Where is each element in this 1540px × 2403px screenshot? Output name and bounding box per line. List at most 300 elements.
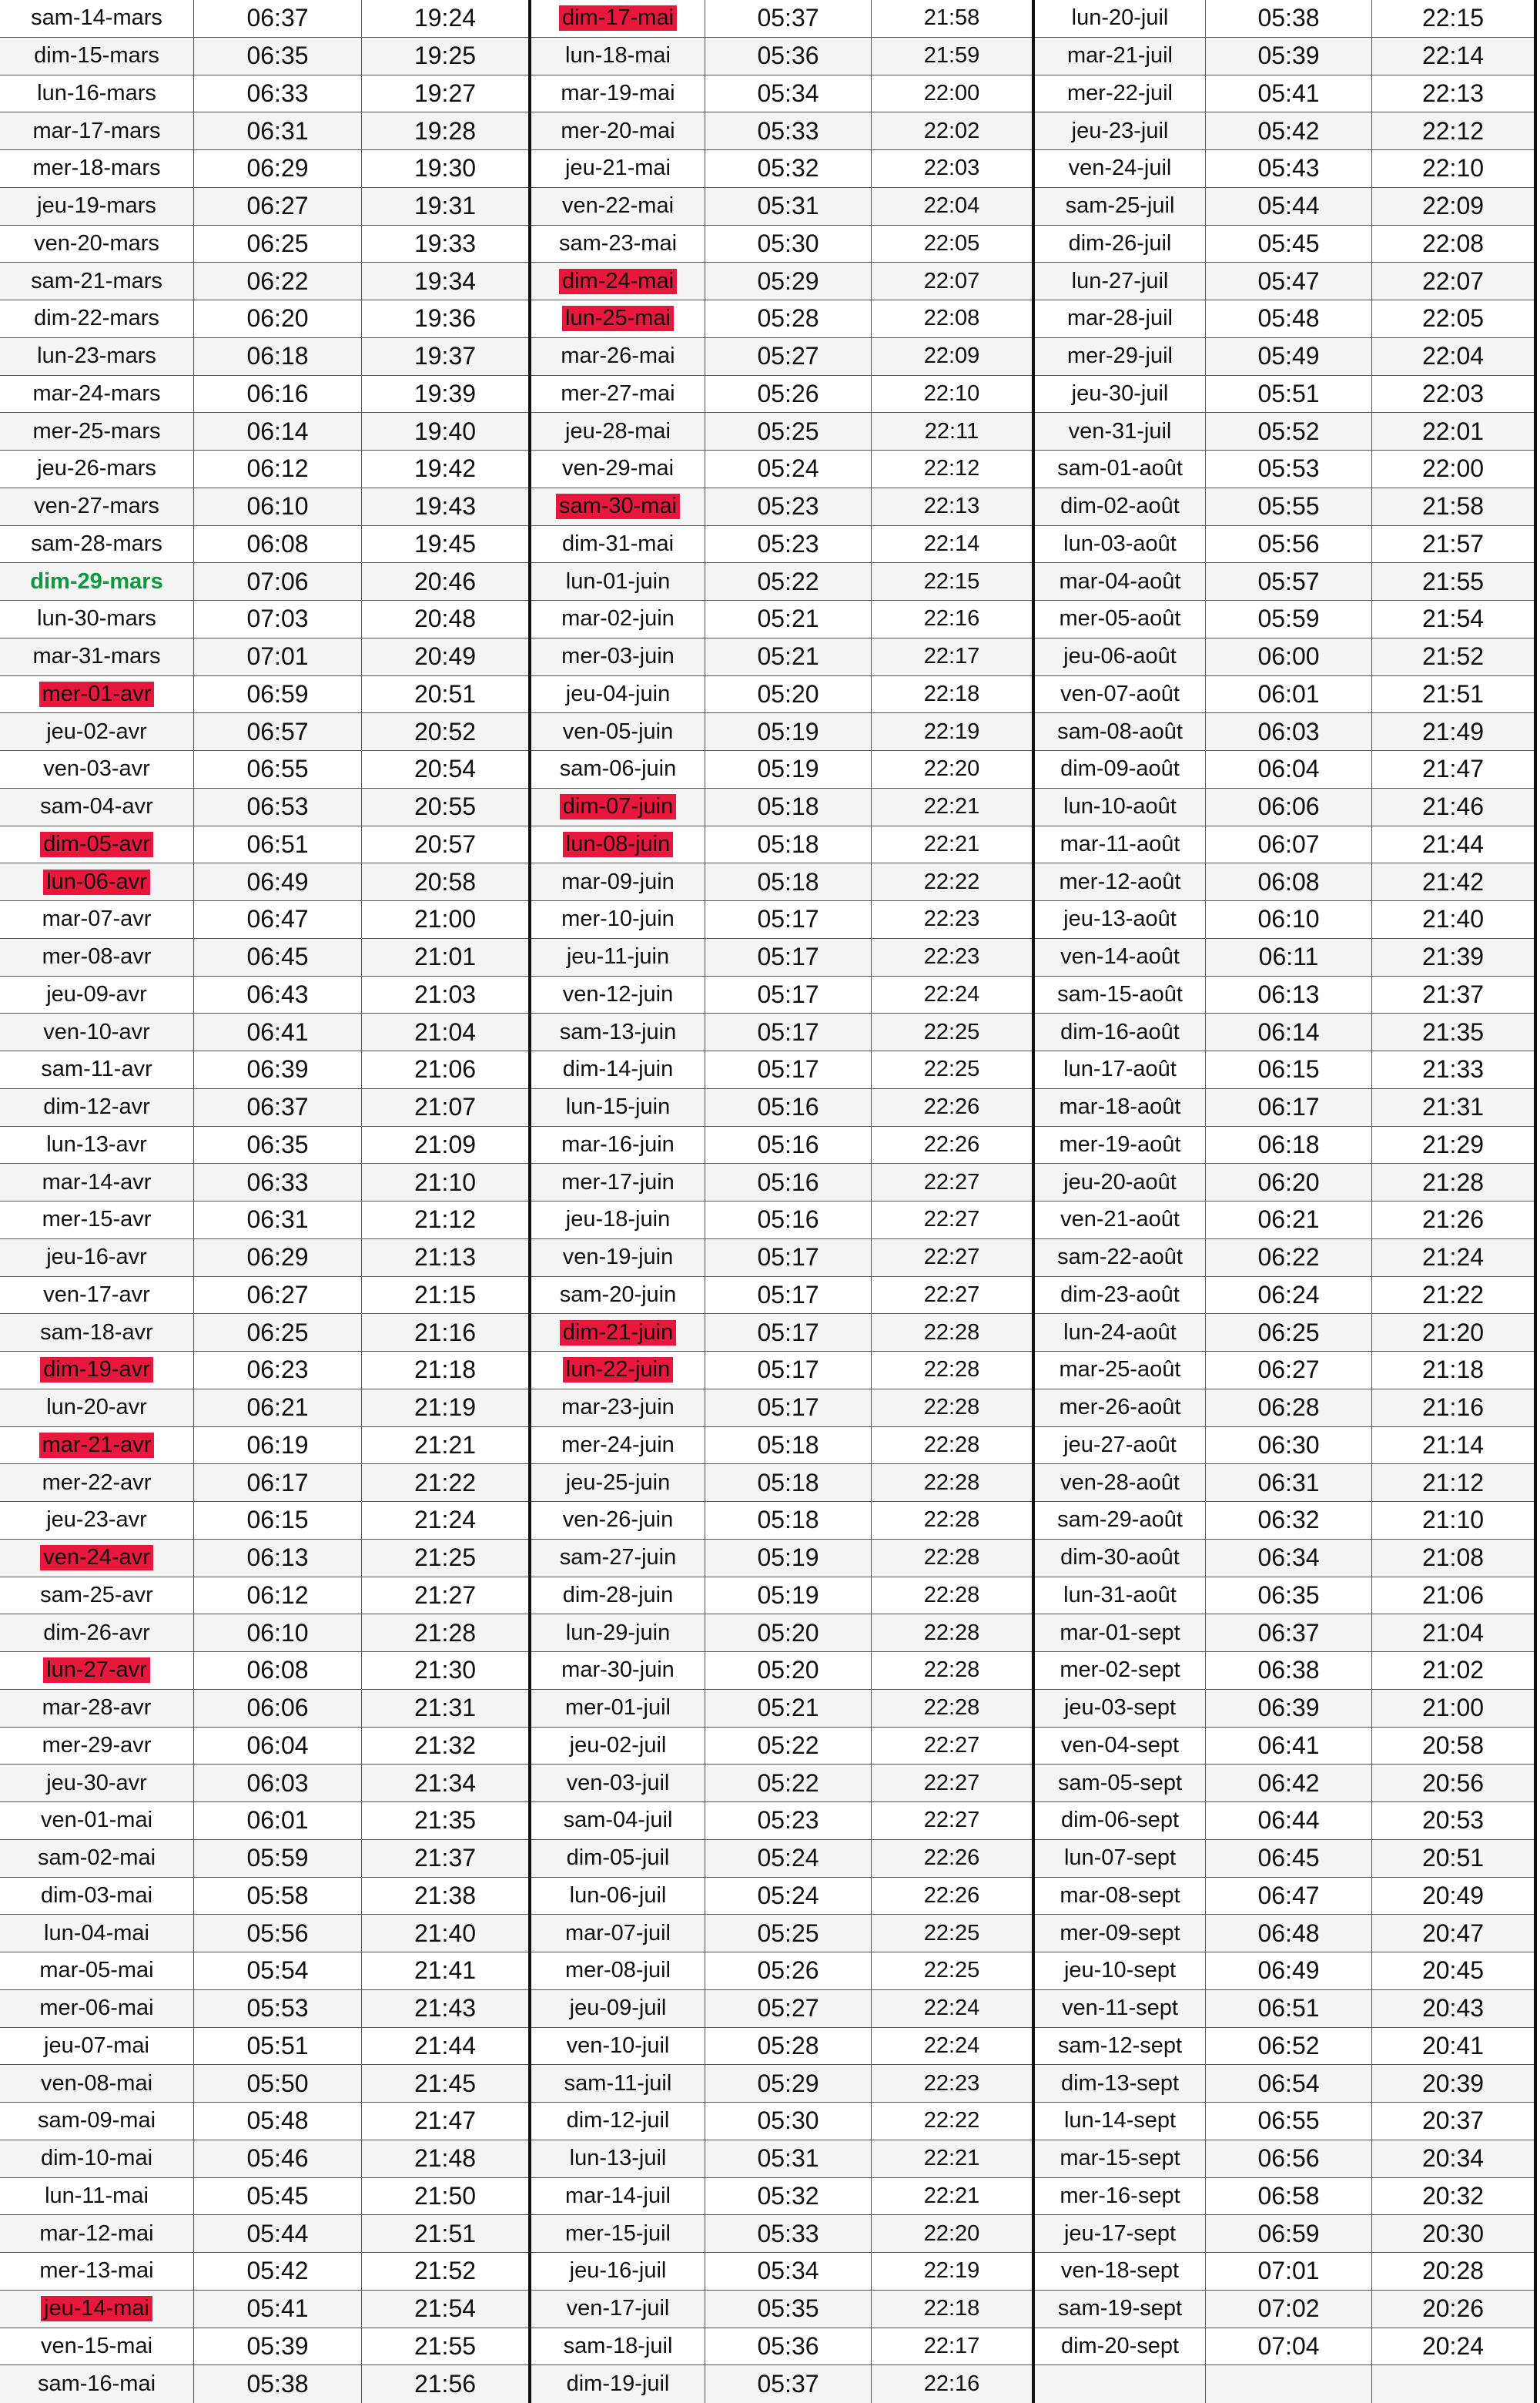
date-cell bbox=[0, 2253, 194, 2290]
sunrise-time: 05:23 bbox=[705, 1802, 872, 1839]
date-label: mer-29-avr bbox=[42, 1732, 152, 1758]
sunset-time: 21:52 bbox=[413, 2257, 477, 2285]
sunrise-time: 05:25 bbox=[705, 413, 872, 450]
date-cell bbox=[531, 2328, 705, 2365]
date-label: lun-11-mai bbox=[45, 2183, 149, 2208]
sunrise-time: 06:24 bbox=[1206, 1277, 1372, 1314]
date-label: mar-02-juin bbox=[561, 606, 675, 632]
table-row bbox=[1035, 1728, 1534, 1765]
sunrise-time: 06:12 bbox=[194, 451, 362, 488]
table-row bbox=[531, 2178, 1032, 2216]
sunset-time: 19:31 bbox=[413, 192, 477, 220]
date-label: ven-22-mai bbox=[561, 193, 675, 219]
date-label: sam-11-juil bbox=[564, 2070, 672, 2096]
date-label: mer-29-juil bbox=[1067, 344, 1173, 369]
sunset-time: 22:27 bbox=[923, 1282, 980, 1307]
date-cell bbox=[1035, 413, 1206, 450]
sunrise-time: 05:30 bbox=[705, 226, 872, 263]
sunrise-time: 05:51 bbox=[1206, 376, 1372, 413]
date-cell bbox=[1035, 826, 1206, 863]
sunrise-time: 06:54 bbox=[1206, 2065, 1372, 2102]
sunrise-time: 05:18 bbox=[705, 789, 872, 826]
date-cell bbox=[0, 526, 194, 563]
date-label: ven-28-août bbox=[1060, 1470, 1180, 1495]
table-row bbox=[1035, 2215, 1534, 2253]
date-cell bbox=[531, 1652, 705, 1689]
table-row bbox=[0, 150, 528, 188]
date-cell bbox=[1035, 1728, 1206, 1765]
sunset-time: 21:52 bbox=[1421, 642, 1485, 671]
sunset-time: 21:56 bbox=[413, 2370, 477, 2398]
date-cell bbox=[1035, 1840, 1206, 1877]
sunrise-time: 06:10 bbox=[194, 1614, 362, 1651]
sunset-time: 21:00 bbox=[1421, 1694, 1485, 1722]
sunrise-time: 05:18 bbox=[705, 863, 872, 900]
sunrise-time: 05:16 bbox=[705, 1202, 872, 1238]
sunrise-time: 06:25 bbox=[1206, 1314, 1372, 1351]
date-cell bbox=[531, 1915, 705, 1952]
sunset-time: 21:20 bbox=[1421, 1318, 1485, 1346]
sunrise-time: 06:15 bbox=[1206, 1051, 1372, 1088]
date-cell bbox=[531, 1540, 705, 1577]
date-label: jeu-02-juil bbox=[569, 1732, 667, 1758]
table-row bbox=[531, 300, 1032, 338]
date-cell bbox=[0, 1389, 194, 1426]
table-row bbox=[1035, 1051, 1534, 1089]
date-label: lun-22-juin bbox=[563, 1357, 673, 1382]
table-row bbox=[1035, 1127, 1534, 1165]
table-row bbox=[0, 1352, 528, 1389]
date-label: sam-23-mai bbox=[558, 230, 678, 256]
sunset-time: 21:55 bbox=[413, 2331, 477, 2360]
date-cell bbox=[531, 1952, 705, 1989]
date-cell bbox=[0, 563, 194, 600]
date-cell bbox=[531, 2103, 705, 2140]
table-row bbox=[531, 901, 1032, 939]
date-label: jeu-10-sept bbox=[1063, 1958, 1177, 1983]
sunset-time: 22:22 bbox=[923, 2108, 980, 2133]
date-label: dim-19-juil bbox=[566, 2371, 670, 2397]
sunrise-time: 06:13 bbox=[194, 1540, 362, 1577]
date-cell bbox=[531, 1728, 705, 1765]
date-label: ven-21-août bbox=[1060, 1207, 1180, 1232]
sunset-time: 21:44 bbox=[1421, 829, 1485, 858]
table-row bbox=[1035, 1014, 1534, 1051]
table-row bbox=[531, 1765, 1032, 1802]
sunset-time: 21:16 bbox=[413, 1318, 477, 1346]
sunset-time: 21:48 bbox=[413, 2144, 477, 2173]
sunset-time: 21:08 bbox=[1421, 1543, 1485, 1572]
date-label: mar-17-mars bbox=[32, 118, 161, 143]
sunrise-time: 06:38 bbox=[1206, 1652, 1372, 1689]
sunset-time: 21:21 bbox=[413, 1430, 477, 1459]
sunset-time: 21:30 bbox=[413, 1656, 477, 1684]
date-cell bbox=[0, 1239, 194, 1276]
sunrise-time: 06:45 bbox=[194, 939, 362, 976]
table-row bbox=[531, 188, 1032, 226]
sunset-time: 20:46 bbox=[413, 567, 477, 595]
sunrise-time: 05:37 bbox=[705, 2365, 872, 2403]
table-row bbox=[531, 863, 1032, 901]
sunrise-time: 06:18 bbox=[194, 338, 362, 375]
sunset-time: 20:52 bbox=[413, 717, 477, 746]
date-cell bbox=[0, 2365, 194, 2403]
table-row bbox=[0, 1952, 528, 1990]
table-row bbox=[1035, 2140, 1534, 2178]
sunrise-time: 05:18 bbox=[705, 1502, 872, 1539]
sunrise-time: 05:53 bbox=[1206, 451, 1372, 488]
sunset-time: 21:27 bbox=[413, 1580, 477, 1609]
date-label: lun-27-avr bbox=[43, 1657, 150, 1683]
date-cell bbox=[0, 0, 194, 37]
date-label: lun-14-sept bbox=[1063, 2108, 1177, 2133]
date-cell bbox=[531, 1089, 705, 1126]
date-label: sam-06-juin bbox=[559, 756, 677, 782]
date-cell bbox=[0, 601, 194, 638]
sunset-time: 21:12 bbox=[413, 1205, 477, 1234]
sunrise-time: 06:47 bbox=[194, 901, 362, 938]
table-row bbox=[531, 563, 1032, 601]
sunrise-time: 06:06 bbox=[1206, 789, 1372, 826]
table-row bbox=[531, 150, 1032, 188]
table-row bbox=[1035, 263, 1534, 300]
table-row bbox=[1035, 1577, 1534, 1615]
sunset-time: 22:27 bbox=[923, 1732, 980, 1758]
date-label: mer-27-mai bbox=[561, 380, 675, 406]
sunrise-time: 05:22 bbox=[705, 1765, 872, 1801]
date-cell bbox=[0, 1878, 194, 1915]
sunrise-time: 05:19 bbox=[705, 1577, 872, 1614]
date-label: lun-31-août bbox=[1063, 1582, 1177, 1607]
date-label: mar-04-août bbox=[1059, 568, 1181, 594]
date-cell bbox=[1035, 2365, 1206, 2403]
date-cell bbox=[531, 1427, 705, 1464]
sunrise-time: 06:48 bbox=[1206, 1915, 1372, 1952]
sunrise-time: 05:41 bbox=[194, 2291, 362, 2328]
sunrise-time: 05:34 bbox=[705, 2253, 872, 2290]
date-label: dim-05-avr bbox=[40, 832, 153, 857]
sunset-time: 21:04 bbox=[1421, 1618, 1485, 1647]
date-label: dim-13-sept bbox=[1060, 2070, 1180, 2096]
sunset-time: 19:45 bbox=[413, 529, 477, 558]
table-row bbox=[1035, 1314, 1534, 1352]
date-cell bbox=[0, 1352, 194, 1389]
date-cell bbox=[0, 1652, 194, 1689]
sunset-time: 22:26 bbox=[923, 1131, 980, 1157]
table-row bbox=[1035, 638, 1534, 676]
sunset-time: 22:24 bbox=[923, 2033, 980, 2058]
date-cell bbox=[531, 826, 705, 863]
table-row bbox=[531, 713, 1032, 751]
date-cell bbox=[531, 2215, 705, 2252]
sunrise-time: 05:53 bbox=[194, 1990, 362, 2027]
table-row bbox=[0, 1614, 528, 1652]
sunrise-time: 06:03 bbox=[194, 1765, 362, 1801]
date-label: lun-08-juin bbox=[563, 832, 673, 857]
table-row bbox=[531, 38, 1032, 75]
date-cell bbox=[1035, 1952, 1206, 1989]
date-label: mer-10-juin bbox=[561, 907, 675, 932]
date-label: jeu-25-juin bbox=[565, 1470, 671, 1495]
sunset-time: 22:10 bbox=[1421, 154, 1485, 183]
sunrise-time: 06:41 bbox=[1206, 1728, 1372, 1765]
sunset-time: 22:19 bbox=[923, 2258, 980, 2284]
sunset-time: 20:58 bbox=[1421, 1731, 1485, 1759]
date-cell bbox=[1035, 601, 1206, 638]
sunrise-time: 05:20 bbox=[705, 676, 872, 713]
sunset-time: 21:55 bbox=[1421, 567, 1485, 595]
table-row bbox=[0, 789, 528, 826]
table-row bbox=[531, 526, 1032, 564]
date-label: sam-18-juil bbox=[563, 2333, 673, 2358]
sunset-time: 21:40 bbox=[413, 1919, 477, 1947]
date-cell bbox=[1035, 1502, 1206, 1539]
sunrise-time: 05:55 bbox=[1206, 488, 1372, 525]
sunrise-time: 05:23 bbox=[705, 526, 872, 563]
sunrise-time: 05:37 bbox=[705, 0, 872, 37]
sunset-time: 21:49 bbox=[1421, 717, 1485, 746]
sunrise-time: 05:44 bbox=[194, 2215, 362, 2252]
date-label: mar-07-juil bbox=[565, 1920, 671, 1946]
sunset-time: 21:58 bbox=[1421, 492, 1485, 521]
date-cell bbox=[1035, 713, 1206, 750]
date-cell bbox=[531, 451, 705, 488]
date-cell bbox=[1035, 1202, 1206, 1238]
table-row bbox=[0, 1051, 528, 1089]
table-row bbox=[0, 2065, 528, 2103]
sunset-time: 20:32 bbox=[1421, 2181, 1485, 2210]
date-cell bbox=[0, 1464, 194, 1501]
sunrise-time: 06:51 bbox=[1206, 1990, 1372, 2027]
sunrise-time: 06:16 bbox=[194, 376, 362, 413]
sunset-time: 20:37 bbox=[1421, 2106, 1485, 2135]
date-label: dim-14-juin bbox=[562, 1057, 674, 1082]
table-row bbox=[531, 638, 1032, 676]
date-label: mer-06-mai bbox=[39, 1996, 154, 2021]
date-cell bbox=[0, 751, 194, 788]
table-row bbox=[1035, 1389, 1534, 1427]
date-label: sam-20-juin bbox=[559, 1282, 677, 1307]
table-row bbox=[1035, 2103, 1534, 2140]
date-cell bbox=[531, 1577, 705, 1614]
sunrise-time: 05:54 bbox=[194, 1952, 362, 1989]
sunrise-time: 06:13 bbox=[1206, 977, 1372, 1014]
sunrise-time: 05:33 bbox=[705, 2215, 872, 2252]
sunrise-time: 05:19 bbox=[705, 1540, 872, 1577]
date-cell bbox=[0, 2140, 194, 2177]
sunrise-time: 06:39 bbox=[194, 1051, 362, 1088]
sunset-time: 22:22 bbox=[923, 869, 980, 894]
date-cell bbox=[0, 1277, 194, 1314]
sunrise-time: 06:17 bbox=[1206, 1089, 1372, 1126]
table-row bbox=[531, 1652, 1032, 1690]
date-label: mer-03-juin bbox=[561, 644, 675, 669]
date-cell bbox=[0, 38, 194, 75]
table-row bbox=[531, 413, 1032, 451]
sunset-time: 22:27 bbox=[923, 1808, 980, 1833]
table-row bbox=[0, 2178, 528, 2216]
sunrise-time: 05:38 bbox=[1206, 0, 1372, 37]
date-label: dim-29-mars bbox=[30, 568, 163, 594]
sunset-time: 22:23 bbox=[923, 944, 980, 970]
date-cell bbox=[531, 1051, 705, 1088]
date-label: sam-02-mai bbox=[37, 1845, 156, 1871]
sunset-time: 22:03 bbox=[923, 156, 980, 181]
date-cell bbox=[531, 601, 705, 638]
table-row bbox=[0, 75, 528, 113]
sunrise-time: 06:37 bbox=[1206, 1614, 1372, 1651]
table-row bbox=[0, 1502, 528, 1540]
sunset-time: 19:27 bbox=[413, 79, 477, 107]
sunrise-time: 05:39 bbox=[194, 2328, 362, 2365]
date-label: mar-30-juin bbox=[561, 1657, 675, 1683]
date-label: mar-12-mai bbox=[39, 2220, 154, 2246]
sunrise-time: 05:36 bbox=[705, 2328, 872, 2365]
sunset-time: 20:56 bbox=[1421, 1768, 1485, 1797]
sunrise-time: 05:22 bbox=[705, 1728, 872, 1765]
table-row bbox=[0, 2028, 528, 2066]
sunset-time: 21:09 bbox=[413, 1130, 477, 1158]
date-label: ven-01-mai bbox=[40, 1808, 153, 1833]
date-label: mar-26-mai bbox=[561, 344, 675, 369]
table-row bbox=[0, 1915, 528, 1952]
table-row bbox=[1035, 676, 1534, 714]
date-cell bbox=[0, 2028, 194, 2065]
sunset-time: 21:19 bbox=[413, 1393, 477, 1422]
table-row bbox=[0, 376, 528, 414]
table-row bbox=[1035, 1614, 1534, 1652]
date-cell bbox=[1035, 0, 1206, 37]
sunset-time: 22:20 bbox=[923, 2220, 980, 2246]
table-row bbox=[531, 789, 1032, 826]
sunset-time: 21:51 bbox=[413, 2219, 477, 2247]
date-label: jeu-16-avr bbox=[46, 1245, 147, 1270]
date-cell bbox=[531, 413, 705, 450]
table-row bbox=[531, 2140, 1032, 2178]
date-cell bbox=[531, 1202, 705, 1238]
date-cell bbox=[531, 563, 705, 600]
sunset-time: 20:49 bbox=[413, 642, 477, 671]
date-label: jeu-03-sept bbox=[1063, 1695, 1177, 1721]
table-row bbox=[0, 1577, 528, 1615]
table-row bbox=[1035, 376, 1534, 414]
sunrise-time: 05:22 bbox=[705, 563, 872, 600]
sunset-time: 20:30 bbox=[1421, 2219, 1485, 2247]
sunset-time: 20:39 bbox=[1421, 2069, 1485, 2097]
date-label: dim-20-sept bbox=[1060, 2333, 1180, 2358]
date-cell bbox=[0, 1915, 194, 1952]
date-label: jeu-04-juin bbox=[565, 681, 671, 706]
table-row bbox=[531, 451, 1032, 488]
table-row bbox=[0, 1014, 528, 1051]
sunset-time: 19:36 bbox=[413, 304, 477, 333]
date-label: mar-28-avr bbox=[42, 1695, 152, 1721]
sunset-time: 22:18 bbox=[923, 681, 980, 706]
date-cell bbox=[531, 1878, 705, 1915]
sunrise-time: 05:42 bbox=[194, 2253, 362, 2290]
table-row bbox=[0, 112, 528, 150]
date-label: dim-28-juin bbox=[562, 1582, 674, 1607]
table-row bbox=[0, 2253, 528, 2291]
date-label: jeu-27-août bbox=[1063, 1432, 1177, 1457]
sunrise-time: 06:49 bbox=[194, 863, 362, 900]
date-cell bbox=[0, 939, 194, 976]
sunset-time: 21:46 bbox=[1421, 793, 1485, 821]
table-row bbox=[531, 1014, 1032, 1051]
date-cell bbox=[0, 1314, 194, 1351]
sunrise-time: 06:33 bbox=[194, 75, 362, 112]
table-row bbox=[1035, 977, 1534, 1014]
table-row bbox=[1035, 901, 1534, 939]
sunrise-time: 06:08 bbox=[1206, 863, 1372, 900]
sunrise-time: 05:32 bbox=[705, 150, 872, 187]
sunset-time: 22:28 bbox=[923, 1620, 980, 1645]
sunset-time: 22:14 bbox=[923, 531, 980, 556]
date-label: mer-19-août bbox=[1059, 1131, 1181, 1157]
date-cell bbox=[0, 977, 194, 1014]
date-cell bbox=[1035, 1652, 1206, 1689]
table-row bbox=[0, 188, 528, 226]
date-label: mer-05-août bbox=[1059, 606, 1181, 632]
table-row bbox=[1035, 112, 1534, 150]
date-cell bbox=[0, 1164, 194, 1201]
sunrise-time: 06:01 bbox=[194, 1802, 362, 1839]
date-label: lun-10-août bbox=[1063, 794, 1177, 819]
sunset-time: 21:47 bbox=[1421, 755, 1485, 783]
date-cell bbox=[0, 676, 194, 713]
sunset-time: 22:21 bbox=[923, 2146, 980, 2171]
table-row bbox=[531, 1464, 1032, 1502]
date-label: mar-01-sept bbox=[1060, 1620, 1180, 1645]
sunrise-time: 05:41 bbox=[1206, 75, 1372, 112]
sunrise-time: 05:50 bbox=[194, 2065, 362, 2102]
table-row bbox=[531, 1314, 1032, 1352]
sunset-time: 20:53 bbox=[1421, 1806, 1485, 1835]
table-row bbox=[0, 1840, 528, 1878]
date-label: lun-25-mai bbox=[562, 306, 674, 331]
sunset-time: 21:44 bbox=[413, 2031, 477, 2059]
date-cell bbox=[531, 0, 705, 37]
date-cell bbox=[531, 150, 705, 187]
table-row bbox=[0, 713, 528, 751]
sunset-time: 22:07 bbox=[1421, 266, 1485, 295]
sunrise-time: 06:28 bbox=[1206, 1389, 1372, 1426]
date-cell bbox=[531, 75, 705, 112]
date-cell bbox=[0, 1690, 194, 1727]
table-row bbox=[1035, 338, 1534, 376]
sunset-time: 22:07 bbox=[923, 268, 980, 293]
sunrise-time: 06:12 bbox=[194, 1577, 362, 1614]
table-row bbox=[531, 1502, 1032, 1540]
date-cell bbox=[1035, 1464, 1206, 1501]
date-label: lun-15-juin bbox=[565, 1094, 671, 1120]
table-row bbox=[531, 939, 1032, 977]
date-cell bbox=[1035, 939, 1206, 976]
date-label: dim-07-juin bbox=[560, 794, 676, 819]
sunset-time: 22:14 bbox=[1421, 42, 1485, 70]
date-label: lun-07-sept bbox=[1063, 1845, 1177, 1871]
sunset-time: 22:23 bbox=[923, 2070, 980, 2096]
table-row bbox=[0, 1878, 528, 1915]
sunset-time: 21:43 bbox=[413, 1994, 477, 2023]
date-cell bbox=[1035, 1802, 1206, 1839]
table-row bbox=[531, 2065, 1032, 2103]
date-cell bbox=[1035, 1990, 1206, 2027]
date-cell bbox=[531, 2065, 705, 2102]
date-label: ven-27-mars bbox=[34, 494, 159, 519]
sunrise-time: 06:45 bbox=[1206, 1840, 1372, 1877]
date-cell bbox=[1035, 1915, 1206, 1952]
